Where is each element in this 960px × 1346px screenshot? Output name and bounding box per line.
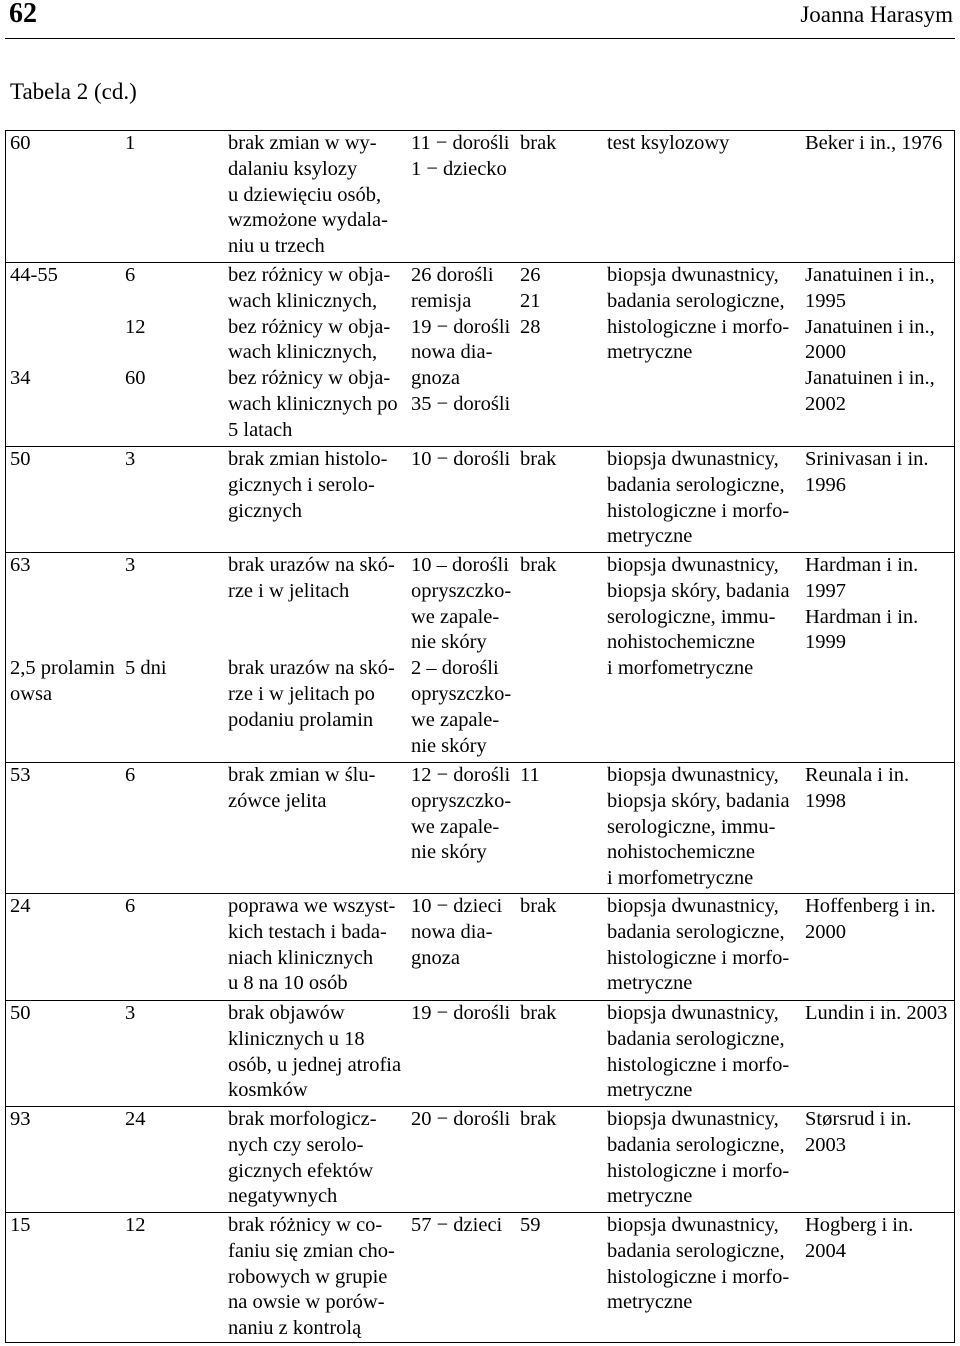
cell-line: i morfometryczne [607,867,754,890]
cell-line: we zapale- [411,605,500,628]
cell-line: brak zmian histolo- [228,448,388,470]
cell-line: nie skóry [411,734,487,757]
cell-line: 20 − dorośli [411,1108,511,1130]
cell-line: naniu z kontrolą [228,1317,362,1340]
cell-line: 5 latach [228,418,293,441]
table-cell [6,447,120,552]
cell-line: 15 [10,1214,31,1236]
cell-line: niach klinicznych [228,946,374,969]
cell-line: 63 [10,554,31,576]
cell-line: nie skóry [411,631,487,654]
cell-line: na owsie w porów- [228,1291,385,1314]
cell-line: brak [520,1108,557,1130]
cell-line: podaniu prolamin [228,708,374,731]
cell-line: brak [520,448,557,470]
table-cell [600,1107,800,1212]
cell-line: brak [520,554,557,576]
cell-line: 10 − dorośli [411,448,511,470]
table-cell [600,763,800,893]
cell-line: remisja [411,289,472,312]
cell-line: 26 dorośli [411,264,494,286]
cell-line: dalaniu ksylozy [228,157,358,180]
cell-line: 6 [125,264,136,286]
cell-line: 2003 [805,1133,846,1156]
running-header-author: Joanna Harasym [800,2,953,27]
table-cell [6,1213,120,1342]
cell-line: robowych w grupie [228,1265,388,1288]
cell-line: wach klinicznych, [228,341,378,364]
table-cell [120,1213,222,1342]
cell-line: bez różnicy w obja- [228,264,391,286]
cell-line: histologiczne i morfo- [607,1159,790,1182]
cell-line: Janatuinen i in., [805,264,935,286]
cell-line: owsa [10,682,53,705]
cell-line: badania serologiczne, [607,289,785,312]
cell-line: poprawa we wszyst- [228,895,396,917]
cell-line: niu u trzech [228,235,325,258]
cell-line: Hogberg i in. [805,1214,914,1236]
cell-line: 2000 [805,341,846,364]
cell-line: Janatuinen i in., [805,367,935,390]
table-cell [600,131,800,262]
table-cell [222,894,405,1000]
cell-line: Hardman i in. [805,605,919,628]
page-number: 62 [9,0,37,29]
table-cell [222,1107,405,1212]
cell-line: 3 [125,448,136,470]
cell-line: 53 [10,764,31,786]
cell-line: 6 [125,764,136,786]
cell-line: biopsja dwunastnicy, [607,1214,779,1236]
cell-line: brak [520,895,557,917]
table-row [6,131,954,262]
cell-line: badania serologiczne, [607,473,785,496]
table-row [6,1212,954,1342]
cell-line: faniu się zmian cho- [228,1239,395,1262]
table-cell [800,1107,954,1212]
cell-line: wach klinicznych, [228,289,378,312]
cell-line: 1998 [805,789,846,812]
cell-line: rze i w jelitach po [228,682,375,705]
table-cell [120,763,222,893]
cell-line: biopsja skóry, badania [607,789,790,812]
cell-line: Størsrud i in. [805,1108,912,1130]
table-cell [515,553,600,762]
cell-line: 12 [125,1214,146,1236]
cell-line: biopsja skóry, badania [607,579,790,602]
table-cell [600,1001,800,1106]
cell-line: u 8 na 10 osób [228,972,348,995]
table-cell [6,263,120,446]
cell-line: histologiczne i morfo- [607,1265,790,1288]
table-row [6,552,954,762]
cell-line [228,630,405,656]
cell-line [125,630,222,656]
table-cell [222,553,405,762]
table-cell [6,894,120,1000]
cell-line: nowa dia- [411,341,493,364]
cell-line: brak objawów [228,1002,345,1024]
cell-line: zówce jelita [228,789,327,812]
cell-line: brak [520,132,557,154]
cell-line: nohistochemiczne [607,631,756,654]
table-cell [222,131,405,262]
cell-line: 93 [10,1108,31,1130]
table-row [6,262,954,446]
cell-line: badania serologiczne, [607,1239,785,1262]
cell-line: metryczne [607,1291,693,1314]
cell-line: nych czy serolo- [228,1133,364,1156]
table-cell [800,447,954,552]
cell-line: we zapale- [411,815,500,838]
table-cell [800,1213,954,1342]
cell-line: serologiczne, immu- [607,815,776,838]
table-cell [600,553,800,762]
cell-line: brak [520,1002,557,1024]
table-cell [405,263,515,446]
cell-line [10,630,120,656]
cell-line: gicznych [228,499,302,522]
table-cell [120,263,222,446]
cell-line: 19 − dorośli [411,315,511,338]
cell-line [10,579,120,605]
cell-line: gicznych efektów [228,1159,374,1182]
table-cell [800,763,954,893]
cell-line: 19 − dorośli [411,1002,511,1024]
cell-line: metryczne [607,1185,693,1208]
cell-line [10,340,120,366]
cell-line: 12 [125,315,146,338]
table-row [6,1106,954,1212]
cell-line [10,605,120,631]
cell-line: 1996 [805,473,846,496]
header-rule [5,38,955,39]
cell-line: 5 dni [125,657,167,680]
cell-line: u dziewięciu osób, [228,183,382,206]
cell-line: kosmków [228,1079,308,1102]
table-cell [120,447,222,552]
cell-line: brak urazów na skó- [228,554,395,576]
cell-line: negatywnych [228,1185,338,1208]
cell-line: 3 [125,554,136,576]
cell-line [10,289,120,315]
cell-line: badania serologiczne, [607,1133,785,1156]
table-cell [120,553,222,762]
table-cell [405,1213,515,1342]
table-cell [6,763,120,893]
cell-line: Janatuinen i in., [805,315,935,338]
table-cell [600,263,800,446]
table-row [6,1000,954,1106]
table-row [6,446,954,552]
cell-line: 1999 [805,631,846,654]
cell-line: 24 [10,895,31,917]
cell-line: biopsja dwunastnicy, [607,895,779,917]
cell-line: opryszczko- [411,789,512,812]
cell-line: gnoza [411,367,460,390]
cell-line: biopsja dwunastnicy, [607,554,779,576]
cell-line [125,605,222,631]
cell-line: biopsja dwunastnicy, [607,1002,779,1024]
cell-line: 10 – dorośli [411,554,509,576]
cell-line: 59 [520,1214,541,1236]
cell-line: 21 [520,289,541,312]
table-cell [6,1001,120,1106]
cell-line: serologiczne, immu- [607,605,776,628]
cell-line: 3 [125,1002,136,1024]
cell-line: gicznych i serolo- [228,473,375,496]
table-cell [405,131,515,262]
table-cell [120,131,222,262]
cell-line: kich testach i bada- [228,920,387,943]
cell-line: 28 [520,315,541,338]
cell-line: 34 [10,367,31,390]
cell-line: 57 − dzieci [411,1214,503,1236]
table-row [6,893,954,1000]
cell-line: bez różnicy w obja- [228,315,391,338]
table-cell [515,1213,600,1342]
cell-line: 12 − dorośli [411,764,511,786]
table-cell [120,1001,222,1106]
cell-line: test ksylozowy [607,132,730,154]
table-cell [6,553,120,762]
cell-line: 10 − dzieci [411,895,503,917]
data-table [5,130,955,1343]
table-cell [405,447,515,552]
table-cell [800,553,954,762]
cell-line: 44-55 [10,264,58,286]
table-cell [222,447,405,552]
cell-line: 35 − dorośli [411,392,511,415]
cell-line: we zapale- [411,708,500,731]
cell-line: 2 – dorośli [411,657,499,680]
cell-line: brak zmian w ślu- [228,764,376,786]
cell-line: gnoza [411,946,460,969]
table-cell [800,1001,954,1106]
table-cell [120,1107,222,1212]
cell-line: 1997 [805,579,846,602]
table-cell [405,553,515,762]
table-cell [405,894,515,1000]
table-cell [6,131,120,262]
cell-line: Hoffenberg i in. [805,895,936,917]
cell-line: 50 [10,1002,31,1024]
cell-line: 50 [10,448,31,470]
cell-line: 60 [10,132,31,154]
table-cell [405,1001,515,1106]
cell-line: 11 [520,764,540,786]
cell-line: 2,5 prolamin [10,657,115,680]
cell-line [125,289,222,315]
cell-line: brak zmian w wy- [228,132,377,154]
cell-line: histologiczne i morfo- [607,1053,790,1076]
table-cell [800,263,954,446]
cell-line: Beker i in., 1976 [805,132,943,154]
table-cell [222,263,405,446]
cell-line: opryszczko- [411,682,512,705]
cell-line: 2002 [805,392,846,415]
cell-line: biopsja dwunastnicy, [607,448,779,470]
cell-line: 1995 [805,289,846,312]
cell-line: histologiczne i morfo- [607,946,790,969]
table-cell [600,894,800,1000]
cell-line: 1 − dziecko [411,157,507,180]
cell-line: 26 [520,264,541,286]
cell-line: badania serologiczne, [607,1027,785,1050]
table-cell [515,131,600,262]
table-cell [120,894,222,1000]
cell-line [125,340,222,366]
cell-line: 2004 [805,1239,846,1262]
table-cell [800,131,954,262]
cell-line: 11 − dorośli [411,132,510,154]
table-caption: Tabela 2 (cd.) [10,79,137,104]
table-row [6,762,954,893]
cell-line: wach klinicznych po [228,392,398,415]
cell-line: brak różnicy w co- [228,1214,383,1236]
cell-line: rze i w jelitach [228,579,350,602]
table-cell [600,447,800,552]
table-cell [222,1001,405,1106]
table-cell [800,894,954,1000]
cell-line: metryczne [607,972,693,995]
cell-line: nohistochemiczne [607,841,756,864]
cell-line: biopsja dwunastnicy, [607,264,779,286]
cell-line: Lundin i in. 2003 [805,1002,948,1024]
cell-line: 1 [125,132,136,154]
table-cell [222,763,405,893]
cell-line: biopsja dwunastnicy, [607,764,779,786]
cell-line: brak morfologicz- [228,1108,377,1130]
cell-line: metryczne [607,341,693,364]
cell-line [228,605,405,631]
cell-line: 2000 [805,920,846,943]
cell-line: osób, u jednej atrofia [228,1053,402,1076]
table-cell [405,763,515,893]
cell-line: 24 [125,1108,146,1130]
cell-line: klinicznych u 18 [228,1027,365,1050]
table-cell [515,447,600,552]
cell-line: Hardman i in. [805,554,919,576]
cell-line: brak urazów na skó- [228,657,395,680]
cell-line: biopsja dwunastnicy, [607,1108,779,1130]
cell-line: Srinivasan i in. [805,448,929,470]
cell-line: metryczne [607,1079,693,1102]
table-cell [515,1001,600,1106]
table-cell [515,1107,600,1212]
cell-line: badania serologiczne, [607,920,785,943]
cell-line: nowa dia- [411,920,493,943]
table-cell [600,1213,800,1342]
cell-line: wzmożone wydala- [228,209,388,232]
cell-line [10,315,120,341]
table-cell [515,763,600,893]
cell-line: bez różnicy w obja- [228,367,391,390]
table-cell [405,1107,515,1212]
table-cell [515,894,600,1000]
cell-line: histologiczne i morfo- [607,499,790,522]
cell-line: nie skóry [411,841,487,864]
table-cell [515,263,600,446]
cell-line: histologiczne i morfo- [607,315,790,338]
cell-line: 60 [125,367,146,390]
cell-line: i morfometryczne [607,657,754,680]
table-cell [6,1107,120,1212]
table-cell [222,1213,405,1342]
cell-line: metryczne [607,525,693,548]
cell-line: Reunala i in. [805,764,910,786]
cell-line: opryszczko- [411,579,512,602]
cell-line [125,579,222,605]
cell-line: 6 [125,895,136,917]
